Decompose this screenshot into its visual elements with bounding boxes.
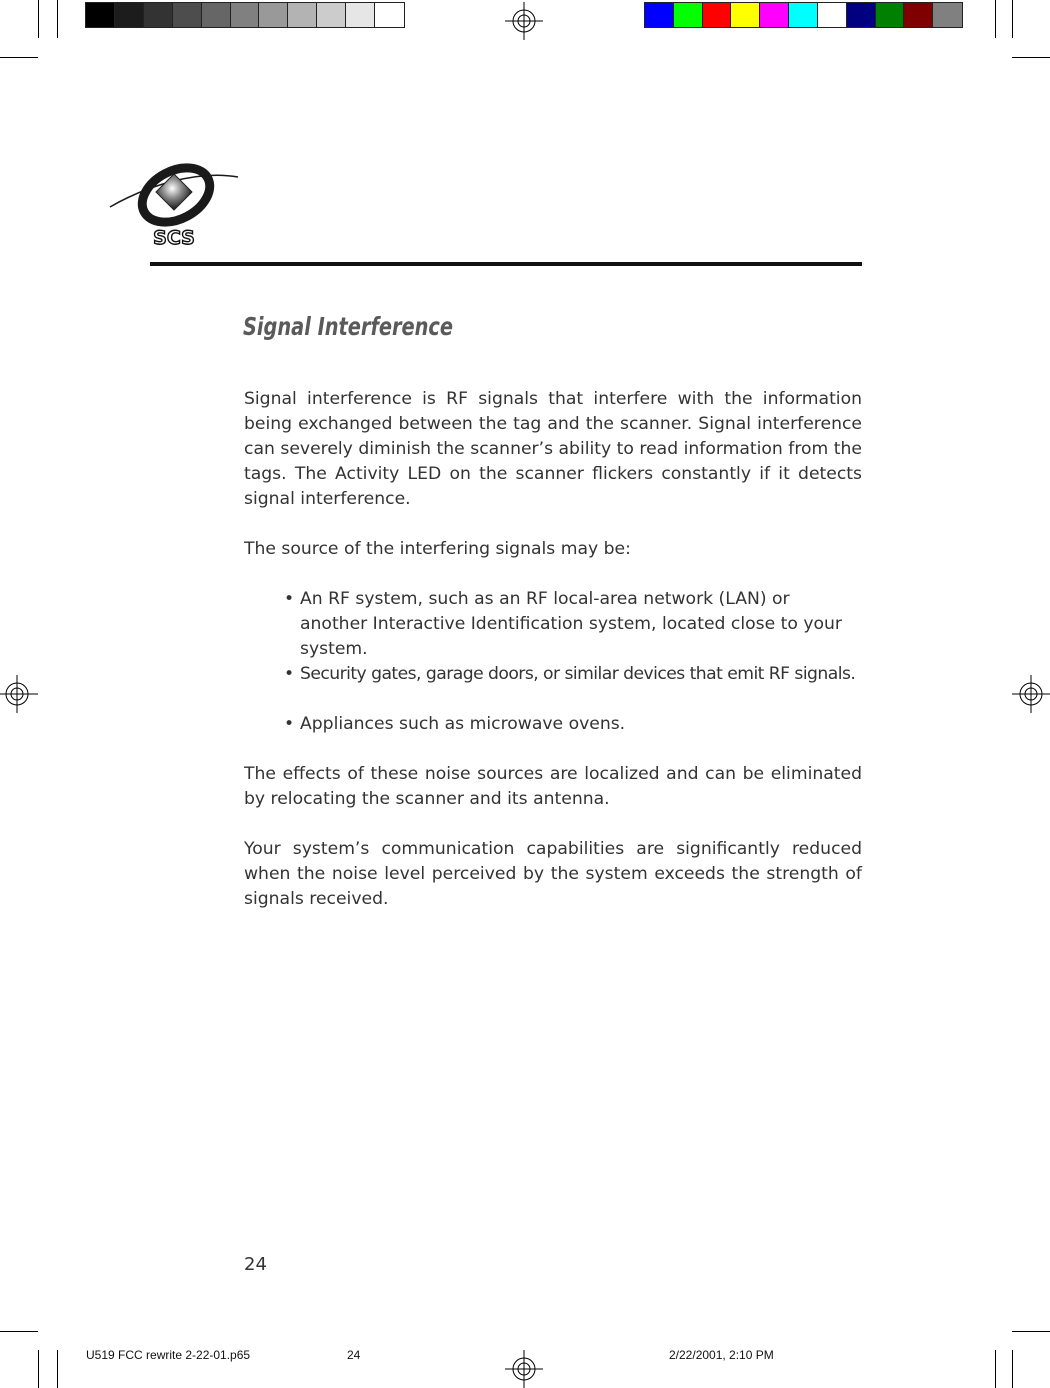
paragraph: The effects of these noise sources are localized and can be eliminated by relocating the scanner and its antenna. — [244, 764, 862, 809]
crop-mark — [1012, 0, 1013, 38]
color-swatch — [115, 3, 144, 27]
process-color-bar — [644, 2, 963, 28]
slug-datetime: 2/22/2001, 2:10 PM — [669, 1348, 774, 1362]
crop-mark — [0, 1331, 38, 1332]
bullet-icon: • — [284, 664, 295, 684]
color-swatch — [789, 3, 818, 27]
registration-mark-icon — [1012, 675, 1050, 713]
crop-mark — [57, 1350, 58, 1388]
paragraph: Your system’s communication capabilities are significantly reduced when the noise level perceived by the system exceeds the strength of signals received. — [244, 839, 862, 909]
list-item-text: Security gates, garage doors, or similar devices that emit RF signals. — [300, 664, 856, 684]
crop-mark — [995, 1350, 996, 1388]
color-swatch — [202, 3, 231, 27]
registration-mark-icon — [505, 2, 543, 40]
color-swatch — [933, 3, 962, 27]
crop-mark — [1012, 57, 1050, 58]
scs-logo — [108, 155, 243, 250]
crop-mark — [1012, 1331, 1050, 1332]
crop-mark — [38, 1350, 39, 1388]
crop-mark — [57, 0, 58, 38]
color-swatch — [173, 3, 202, 27]
slug-page: 24 — [347, 1348, 361, 1362]
color-swatch — [731, 3, 760, 27]
grayscale-color-bar — [85, 2, 405, 28]
section-title: Signal Interference — [243, 312, 454, 341]
list-item — [284, 712, 862, 737]
color-swatch — [375, 3, 404, 27]
color-swatch — [876, 3, 905, 27]
crop-mark — [38, 0, 39, 38]
list-item — [284, 662, 862, 687]
color-swatch — [904, 3, 933, 27]
paragraph: The source of the interfering signals may be: — [244, 539, 631, 559]
color-swatch — [645, 3, 674, 27]
header-rule — [150, 262, 862, 266]
list-item — [284, 587, 862, 662]
registration-mark-icon — [0, 675, 38, 713]
registration-mark-icon — [505, 1350, 543, 1388]
color-swatch — [86, 3, 115, 27]
logo-text: SCS — [153, 227, 195, 249]
color-swatch — [818, 3, 847, 27]
crop-mark — [995, 0, 996, 38]
crop-mark — [1012, 1350, 1013, 1388]
paragraph: Signal interference is RF signals that interfere with the information being exchanged between the tag and the scanner. Signal interference can severely diminish the scanner’s ability to read information from the tags. The Activity LED on the scanner flickers constantly if it detects signal interference. — [244, 389, 862, 509]
color-swatch — [674, 3, 703, 27]
color-swatch — [317, 3, 346, 27]
color-swatch — [346, 3, 375, 27]
color-swatch — [288, 3, 317, 27]
color-swatch — [760, 3, 789, 27]
color-swatch — [847, 3, 876, 27]
crop-mark — [0, 57, 38, 58]
color-swatch — [231, 3, 260, 27]
color-swatch — [259, 3, 288, 27]
color-swatch — [703, 3, 732, 27]
list-item-text: Appliances such as microwave ovens. — [300, 714, 626, 734]
bullet-icon: • — [284, 589, 295, 609]
list-item-text: An RF system, such as an RF local-area network (LAN) or another Interactive Identification system, located close to your system. — [300, 589, 843, 659]
page-number: 24 — [244, 1254, 267, 1275]
color-swatch — [144, 3, 173, 27]
bullet-icon: • — [284, 714, 295, 734]
slug-filename: U519 FCC rewrite 2-22-01.p65 — [86, 1348, 251, 1362]
